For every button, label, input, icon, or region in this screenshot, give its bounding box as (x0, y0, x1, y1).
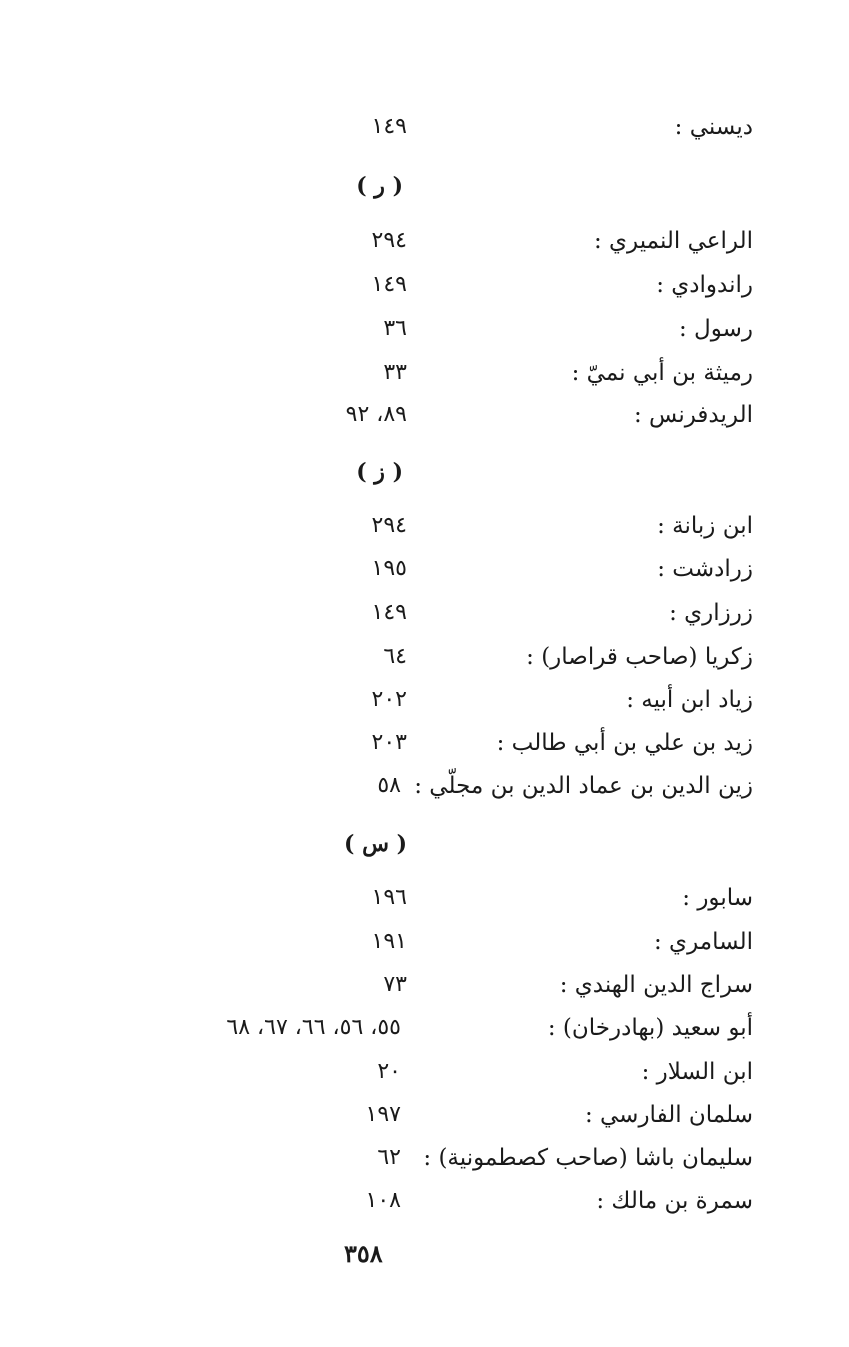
index-entry (0, 922, 849, 962)
entry-pages: ٢٠ (377, 1059, 401, 1084)
entry-name: سليمان باشا (صاحب كصطمونية) : (423, 1145, 753, 1171)
entry-pages: ٥٨ (377, 773, 401, 798)
entry-pages: ٧٣ (383, 972, 407, 997)
entry-name: زرادشت : (657, 556, 753, 582)
index-entry (0, 878, 849, 918)
index-entry (0, 1052, 849, 1092)
entry-pages: ١٩٥ (371, 556, 407, 581)
entry-pages: ٢٠٣ (371, 730, 407, 755)
entry-name: رميثة بن أبي نميّ : (571, 360, 753, 386)
entry-pages: ١٩٦ (371, 885, 407, 910)
entry-pages: ٨٩، ٩٢ (345, 402, 407, 427)
index-entry (0, 965, 849, 1005)
index-entry (0, 395, 849, 435)
index-entry (0, 1008, 849, 1048)
entry-pages: ١٠٨ (365, 1188, 401, 1213)
index-entry (0, 309, 849, 349)
index-entry (0, 107, 849, 147)
section-letter-ra: ( ر ) (356, 173, 403, 199)
entry-name: الريدفرنس : (633, 402, 753, 428)
entry-name: السامري : (654, 929, 753, 955)
entry-pages: ٢٩٤ (371, 228, 407, 253)
index-entry (0, 265, 849, 305)
index-entry (0, 723, 849, 763)
index-entry (0, 593, 849, 633)
entry-name: ابن زبانة : (657, 513, 753, 539)
entry-pages: ٢٩٤ (371, 513, 407, 538)
entry-name: زين الدين بن عماد الدين بن مجلّي : (414, 773, 753, 799)
entry-pages: ١٩٧ (365, 1102, 401, 1127)
index-entry (0, 506, 849, 546)
section-letter-sin: ( س ) (344, 831, 407, 857)
entry-name: زرزاري : (669, 600, 753, 626)
index-entry (0, 1138, 849, 1178)
entry-pages: ١٩١ (371, 929, 407, 954)
entry-name: ابن السلار : (641, 1059, 753, 1085)
entry-name: زكريا (صاحب قراصار) : (526, 644, 753, 670)
entry-pages: ٥٥، ٥٦، ٦٦، ٦٧، ٦٨ (226, 1015, 401, 1040)
entry-name: سمرة بن مالك : (596, 1188, 753, 1214)
entry-name: سابور : (682, 885, 753, 911)
entry-pages: ١٤٩ (371, 114, 407, 139)
entry-name: زياد ابن أبيه : (626, 687, 753, 713)
entry-pages: ٣٣ (383, 360, 407, 385)
entry-pages: ١٤٩ (371, 600, 407, 625)
entry-name: زيد بن علي بن أبي طالب : (496, 730, 753, 756)
entry-name: راندوادي : (656, 272, 753, 298)
index-entry (0, 353, 849, 393)
entry-pages: ٢٠٢ (371, 687, 407, 712)
entry-pages: ٦٤ (383, 644, 407, 669)
entry-pages: ٣٦ (383, 316, 407, 341)
entry-name: ديسني : (674, 114, 753, 140)
index-entry (0, 1181, 849, 1221)
entry-pages: ٦٢ (377, 1145, 401, 1170)
entry-name: الراعي النميري : (593, 228, 753, 254)
index-entry (0, 221, 849, 261)
index-entry (0, 680, 849, 720)
page-number: ٣٥٨ (344, 1239, 383, 1268)
entry-name: سلمان الفارسي : (584, 1102, 753, 1128)
index-entry (0, 637, 849, 677)
entry-name: رسول : (678, 316, 753, 342)
entry-name: سراج الدين الهندي : (559, 972, 753, 998)
index-entry (0, 549, 849, 589)
section-letter-zay: ( ز ) (356, 459, 403, 485)
index-entry (0, 1095, 849, 1135)
entry-pages: ١٤٩ (371, 272, 407, 297)
index-entry (0, 766, 849, 806)
entry-name: أبو سعيد (بهادرخان) : (547, 1015, 753, 1041)
